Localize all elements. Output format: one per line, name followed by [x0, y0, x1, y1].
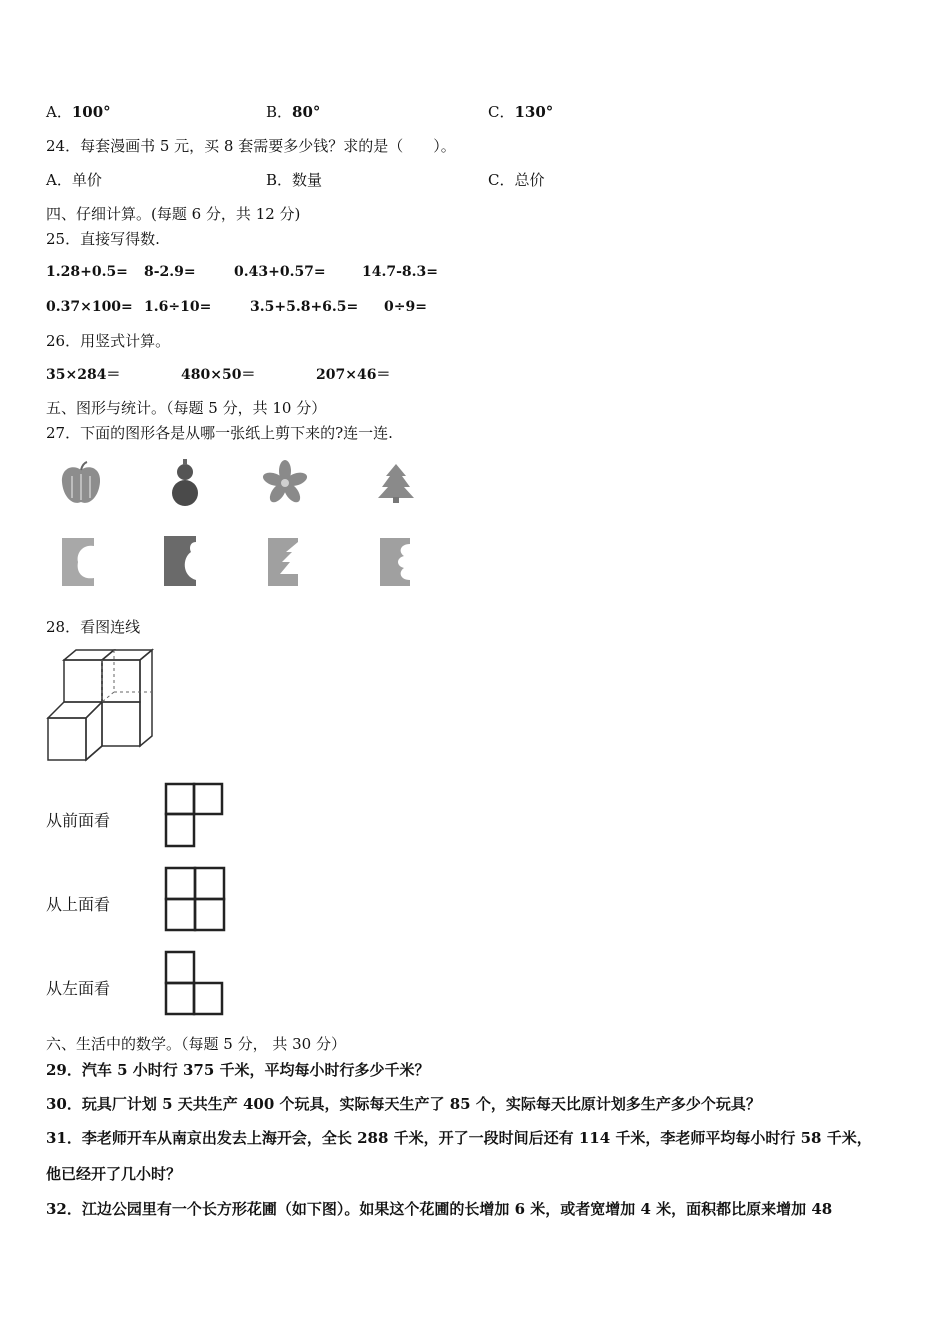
- tree-shape-icon: [376, 462, 416, 504]
- option-letter: B．: [266, 171, 293, 189]
- q26-stem: 26．用竖式计算。: [46, 332, 171, 350]
- q25-r2-c2: 1.6÷10=: [144, 299, 212, 315]
- q25-r1-c3: 0.43+0.57=: [234, 264, 326, 280]
- paper-flower-cut-icon: [378, 536, 412, 588]
- view-label-front: 从前面看: [46, 811, 111, 830]
- q26-item-3: 207×46＝: [316, 367, 391, 383]
- q25-r2-c3: 3.5+5.8+6.5=: [250, 299, 359, 315]
- option-text: 单价: [71, 171, 102, 189]
- section-4-heading: 四、仔细计算。(每题 6 分，共 12 分): [46, 205, 301, 223]
- q27-stem: 27．下面的图形各是从哪一张纸上剪下来的?连一连.: [46, 424, 393, 442]
- q25-stem: 25．直接写得数.: [46, 230, 160, 248]
- q24-option-b: [266, 170, 322, 190]
- view-top-grid: [164, 866, 226, 932]
- q26-item-1: 35×284＝: [46, 367, 121, 383]
- option-text: 100°: [71, 103, 111, 121]
- q23-option-c: [488, 102, 553, 122]
- option-text: 总价: [514, 171, 545, 189]
- q24-option-a: [46, 170, 102, 190]
- q32-text: 32．江边公园里有一个长方形花圃（如下图）。如果这个花圃的长增加 6 米，或者宽增加 4 米，面积都比原来增加 48: [46, 1200, 833, 1218]
- option-letter: C．: [488, 103, 515, 121]
- q25-r2-c4: 0÷9=: [384, 299, 427, 315]
- q23-option-b: [266, 102, 320, 122]
- option-letter: A．: [46, 171, 72, 189]
- q25-r1-c1: 1.28+0.5=: [46, 264, 128, 280]
- option-text: 130°: [514, 103, 554, 121]
- paper-tree-cut-icon: [266, 536, 300, 588]
- option-text: 80°: [292, 103, 321, 121]
- option-letter: A．: [46, 103, 72, 121]
- view-label-top: 从上面看: [46, 895, 111, 914]
- flower-shape-icon: [262, 460, 308, 506]
- q25-r1-c2: 8-2.9=: [144, 264, 196, 280]
- q26-item-2: 480×50＝: [181, 367, 256, 383]
- q30-text: 30．玩具厂计划 5 天共生产 400 个玩具，实际每天生产了 85 个，实际每天比原计划多生产多少个玩具？: [46, 1095, 761, 1113]
- q31-line-2: 他已经开了几小时？: [46, 1165, 182, 1183]
- q25-r2-c1: 0.37×100=: [46, 299, 133, 315]
- q28-stem: 28．看图连线: [46, 618, 141, 636]
- q24-option-c: [488, 170, 545, 190]
- view-left-grid: [164, 950, 224, 1016]
- q29-text: 29．汽车 5 小时行 375 千米，平均每小时行多少千米？: [46, 1061, 430, 1079]
- paper-apple-cut-icon: [60, 536, 96, 588]
- q24-stem: 24．每套漫画书 5 元，买 8 套需要多少钱？求的是（ ）。: [46, 137, 456, 155]
- section-5-heading: 五、图形与统计。（每题 5 分，共 10 分）: [46, 399, 327, 417]
- view-front-grid: [164, 782, 224, 848]
- cube-stack-figure: [44, 648, 156, 764]
- section-6-heading: 六、生活中的数学。（每题 5 分， 共 30 分）: [46, 1035, 346, 1053]
- paper-gourd-cut-icon: [162, 534, 198, 588]
- q31-line-1: 31．李老师开车从南京出发去上海开会，全长 288 千米，开了一段时间后还有 114 千米，李老师平均每小时行 58 千米，: [46, 1129, 872, 1147]
- q23-option-a: [46, 102, 111, 122]
- view-label-left: 从左面看: [46, 979, 111, 998]
- gourd-shape-icon: [164, 458, 206, 508]
- apple-shape-icon: [58, 460, 104, 508]
- option-letter: C．: [488, 171, 515, 189]
- option-letter: B．: [266, 103, 293, 121]
- q25-r1-c4: 14.7-8.3=: [362, 264, 438, 280]
- option-text: 数量: [292, 171, 323, 189]
